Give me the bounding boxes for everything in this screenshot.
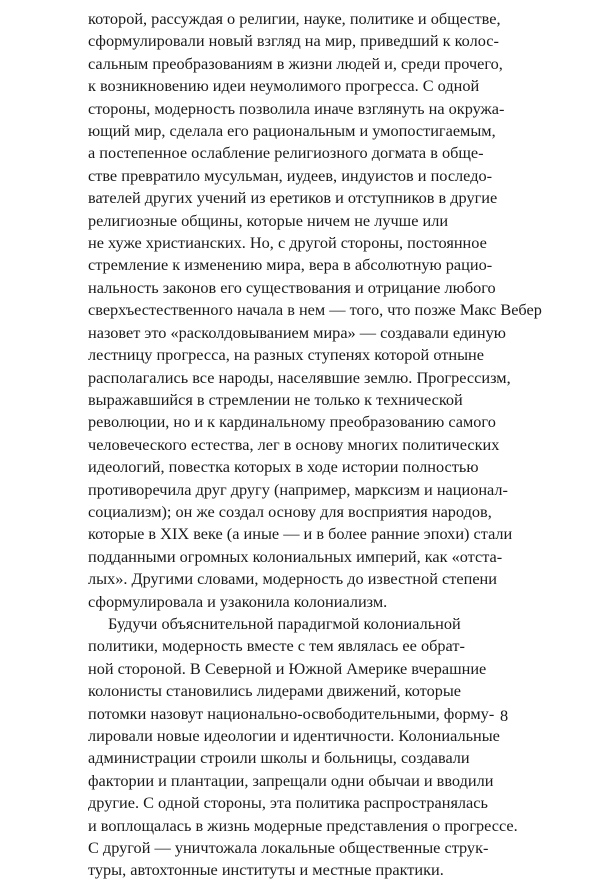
text-line: лых». Другими словами, модерность до известной степени — [88, 569, 497, 589]
text-line: фактории и плантации, запрещали одни обычаи и вводили — [88, 770, 494, 790]
text-line: другие. С одной стороны, эта политика распространялась — [88, 793, 488, 813]
text-line: подданными огромных колониальных империй, как «отста- — [88, 546, 503, 566]
text-line: сальным преобразованиям в жизни людей и, среди прочего, — [88, 53, 503, 73]
text-line: лировали новые идеологии и идентичности. Колониальные — [88, 726, 500, 745]
text-line: лестницу прогресса, на разных ступенях которой отныне — [88, 345, 484, 365]
text-line: противоречила друг другу (например, марксизм и национал- — [88, 479, 508, 499]
text-line: Будучи объяснительной парадигмой колониальной — [108, 613, 461, 633]
text-line: политики, модерность вместе с тем являлась ее обрат- — [88, 636, 465, 656]
text-line: к возникновению идеи неумолимого прогресса. С одной — [88, 76, 480, 96]
text-line: ной стороной. В Северной и Южной Америке вчерашние — [88, 658, 487, 678]
text-line: стве превратило мусульман, иудеев, индуистов и последо- — [88, 165, 493, 185]
text-line: и воплощалась в жизнь модерные представления о прогрессе. — [88, 815, 518, 835]
text-line: сформулировала и узаконила колониализм. — [88, 591, 388, 611]
text-line: социализм); он же создал основу для восприятия народов, — [88, 501, 492, 521]
text-line: нальность законов его существования и отрицание любого — [88, 277, 496, 297]
text-line: потомки назовут национально-освободительными, форму- — [88, 703, 495, 723]
text-line: выражавшийся в стремлении не только к технической — [88, 389, 463, 409]
text-line: администрации строили школы и больницы, создавали — [88, 748, 470, 768]
text-line: стороны, модерность позволила иначе взглянуть на окружа- — [88, 98, 505, 118]
text-line: идеологий, повестка которых в ходе истории полностью — [88, 457, 479, 477]
text-line: а постепенное ослабление религиозного догмата в обще- — [88, 143, 484, 163]
page-number: 8 — [500, 706, 509, 725]
text-line: ющий мир, сделала его рациональным и умопостигаемым, — [88, 121, 496, 141]
text-line: располагались все народы, населявшие землю. Прогрессизм, — [88, 367, 511, 387]
text-line: вателей других учений из еретиков и отступников в другие — [88, 188, 498, 208]
text-line: сверхъестественного начала в нем — того, что позже Макс Вебер — [88, 300, 542, 320]
text-line: туры, автохтонные институты и местные практики. — [88, 860, 444, 880]
text-line: которой, рассуждая о религии, науке, политике и обществе, — [88, 9, 501, 28]
text-line: стремление к изменению мира, вера в абсолютную рацио- — [88, 255, 493, 275]
text-line: которые в XIX веке (а иные — и в более ранние эпохи) стали — [88, 524, 513, 544]
text-line: назовет это «расколдовыванием мира» — создавали единую — [88, 322, 506, 342]
text-line: революции, но и к кардинальному преобразованию самого — [88, 412, 496, 432]
text-line: не хуже христианских. Но, с другой стороны, постоянное — [88, 233, 487, 253]
text-line: колонисты становились лидерами движений, которые — [88, 681, 462, 701]
text-line: человеческого естества, лег в основу многих политических — [88, 434, 500, 454]
text-line: религиозные общины, которые ничем не лучше или — [88, 210, 449, 230]
text-line: С другой — уничтожала локальные общественные струк- — [88, 838, 489, 858]
text-line: сформулировали новый взгляд на мир, приведший к колос- — [88, 31, 499, 51]
body-text — [88, 8, 542, 882]
